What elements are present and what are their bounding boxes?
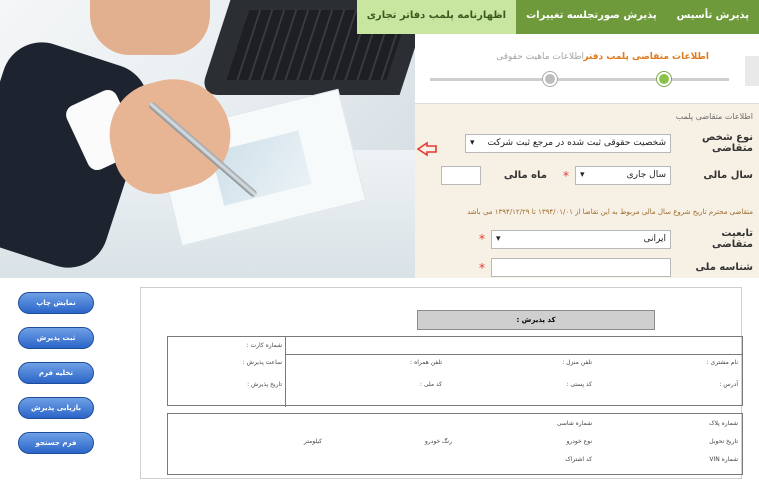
dropdown-arrow-icon: ▾ (470, 137, 475, 148)
vehicle-info-box (167, 413, 743, 475)
retrieve-reception-button[interactable]: بازیابی پذیرش (18, 397, 94, 419)
register-reception-button[interactable]: ثبت پذیرش (18, 327, 94, 349)
reception-panel (140, 287, 742, 479)
nationality-select[interactable] (491, 230, 671, 249)
applicant-type-value: شخصیت حقوقی ثبت شده در مرجع ثبت شرکت (487, 137, 666, 148)
fiscal-month-select[interactable] (441, 166, 481, 185)
applicant-type-select[interactable] (465, 134, 671, 153)
dropdown-arrow-icon: ▾ (580, 170, 585, 180)
vehicle-type-label: نوع خودرو (566, 438, 592, 445)
step-dot-inactive[interactable] (543, 72, 557, 86)
required-mark: * (479, 260, 485, 275)
nationality-label: تابعیت متقاضی (711, 228, 753, 250)
wizard-steps (415, 34, 759, 104)
fiscal-year-value: سال جاری (626, 170, 666, 180)
chassis-no-label: شماره شاسی (556, 420, 592, 427)
action-sidebar (18, 292, 98, 467)
national-id-label: شناسه ملی (695, 262, 753, 273)
nationality-row (479, 228, 753, 250)
fiscal-year-select[interactable] (575, 166, 671, 185)
step-label-legal[interactable]: اطلاعات ماهیت حقوقی (496, 52, 584, 62)
plate-no-label: شماره پلاک (709, 420, 738, 427)
fiscal-year-label: سال مالی (703, 170, 753, 181)
applicant-type-row (465, 132, 753, 154)
print-preview-button[interactable]: نمایش چاپ (18, 292, 94, 314)
reception-date-label: تاریخ پذیرش : (247, 381, 282, 388)
address-label: آدرس : (719, 381, 738, 388)
tab-ledger-declaration[interactable]: اظهارنامه پلمب دفاتر تجاری (357, 0, 516, 34)
fiscal-year-row (441, 166, 753, 185)
card-no-label: شماره کارت : (246, 342, 282, 349)
required-mark: * (479, 232, 485, 246)
hand-illustration (90, 0, 210, 55)
top-nav (366, 0, 759, 34)
header-photo (0, 0, 415, 278)
vehicle-color-label: رنگ خودرو (424, 438, 452, 445)
step-nav-arrow[interactable] (745, 56, 759, 86)
applicant-type-label: نوع شخص متقاضی (701, 132, 753, 154)
reception-code-field[interactable]: کد پذیرش : (417, 310, 655, 330)
fiscal-help-text: متقاضی محترم تاریخ شروع سال مالی مربوط به این تقاضا از ۱۳۹۴/۰۱/۰۱ تا ۱۳۹۴/۱۲/۲۹ می باشد (467, 208, 753, 216)
step-label-applicant[interactable]: اطلاعات متقاضی پلمب دفتر (583, 52, 709, 62)
arrow-pointer-icon (417, 142, 437, 156)
customer-info-box (167, 336, 743, 406)
nationality-value: ایرانی (643, 233, 666, 244)
reception-time-label: ساعت پذیرش : (242, 359, 282, 366)
step-dot-active[interactable] (657, 72, 671, 86)
mileage-label: کیلومتر (303, 438, 322, 445)
vin-label: شماره VIN (709, 456, 738, 463)
subscription-code-label: کد اشتراک (565, 456, 592, 463)
registration-form (366, 0, 759, 278)
delivery-date-label: تاریخ تحویل (709, 438, 738, 445)
required-mark: * (563, 168, 569, 183)
mobile-label: تلفن همراه : (410, 359, 442, 366)
home-phone-label: تلفن منزل : (562, 359, 592, 366)
customer-name-label: نام مشتری : (706, 359, 738, 366)
search-form-button[interactable]: فرم جستجو (18, 432, 94, 454)
step-progress-line (430, 78, 729, 81)
national-code-label: کد ملی : (419, 381, 442, 388)
tab-establishment[interactable]: پذیرش تأسیس (676, 10, 749, 21)
fiscal-month-label: ماه مالی (503, 170, 547, 181)
tab-minutes-changes[interactable]: پذیرش صورتجلسه تغییرات (526, 10, 657, 21)
dropdown-arrow-icon: ▾ (496, 233, 501, 244)
clear-form-button[interactable]: تخلیه فرم (18, 362, 94, 384)
national-id-input[interactable] (491, 258, 671, 277)
postal-code-label: کد پستی : (566, 381, 592, 388)
section-title: اطلاعات متقاضی پلمب (675, 112, 753, 121)
divider (286, 354, 742, 355)
form-body (415, 104, 759, 275)
national-id-row (479, 258, 753, 277)
